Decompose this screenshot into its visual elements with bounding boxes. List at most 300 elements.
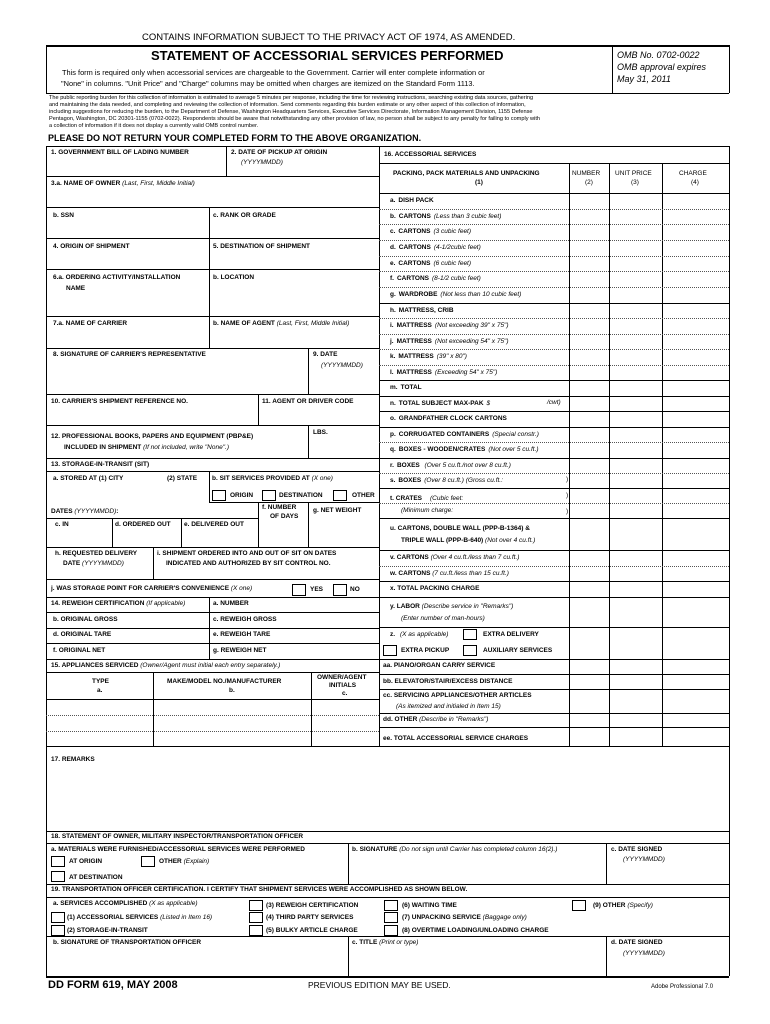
item-label: TOTAL	[400, 384, 422, 391]
accessorial-item-8	[390, 323, 509, 330]
charge-field[interactable]	[664, 336, 727, 348]
other-service-option: (9) OTHER (Specify)	[593, 902, 653, 909]
item-label: DISH PACK	[398, 197, 434, 204]
number-field[interactable]	[571, 320, 607, 332]
extra-delivery-label: EXTRA DELIVERY	[483, 631, 539, 638]
item-label: MATTRESS	[396, 322, 432, 329]
item-row-line	[379, 458, 729, 459]
other-service-field[interactable]	[590, 912, 725, 934]
convenience-yes-checkbox[interactable]	[292, 584, 306, 596]
stored-state-field[interactable]	[165, 485, 205, 499]
reweigh-number-label: a. NUMBER	[213, 600, 249, 607]
accessorial-item-1	[390, 214, 501, 221]
stored-at-city-label: a. STORED AT (1) CITY	[53, 475, 124, 482]
date-in-field[interactable]	[50, 531, 108, 545]
sit-label: 13. STORAGE-IN-TRANSIT (SIT)	[51, 461, 150, 468]
cartons-w: w. CARTONS (7 cu.ft./less than 15 cu.ft.)	[390, 570, 509, 577]
number-field[interactable]	[571, 475, 607, 487]
number-field[interactable]	[571, 444, 607, 456]
item-row-line	[379, 334, 729, 335]
charge-field[interactable]	[664, 195, 727, 207]
number-field[interactable]	[571, 242, 607, 254]
charge-field[interactable]	[664, 242, 727, 254]
bulky-article-option: (5) BULKY ARTICLE CHARGE	[266, 927, 358, 934]
charge-field[interactable]	[664, 320, 727, 332]
reweigh-cert-checkbox[interactable]	[249, 900, 263, 911]
return-warning: PLEASE DO NOT RETURN YOUR COMPLETED FORM TO THE ABOVE ORGANIZATION.	[48, 133, 422, 143]
unit-price-field[interactable]	[611, 195, 660, 207]
accessorial-item-2	[390, 229, 471, 236]
reweigh-gross-label: c. REWEIGH GROSS	[213, 616, 277, 623]
crates-cubic-close: )	[566, 492, 569, 499]
item-note: (8-1/2 cubic feet)	[432, 275, 481, 282]
item-label: CARTONS	[398, 260, 431, 267]
owner-date-signed-label: c. DATE SIGNED	[611, 846, 663, 853]
labor-label: y. LABOR (Describe service in "Remarks")	[390, 603, 514, 610]
destination-field[interactable]	[212, 253, 376, 267]
item-row-line	[379, 380, 729, 381]
item-label: CORRUGATED CONTAINERS	[398, 431, 490, 438]
accessorial-item-9	[390, 339, 509, 346]
unpacking-service-option: (7) UNPACKING SERVICE (Baggage only)	[402, 914, 527, 921]
other-location-label: OTHER (Explain)	[159, 858, 210, 865]
accessorial-item-18	[390, 478, 503, 485]
item-row-line	[379, 240, 729, 241]
ordering-activity-label: 6.a. ORDERING ACTIVITY/INSTALLATION	[53, 274, 181, 281]
crates-minimum: (Minimum charge:	[401, 507, 454, 514]
overtime-loading-checkbox[interactable]	[384, 925, 398, 936]
number-field[interactable]	[571, 226, 607, 238]
sit-control-no-field[interactable]	[158, 569, 376, 578]
unit-price-field[interactable]	[611, 475, 660, 487]
location-field[interactable]	[212, 285, 376, 314]
appliance-type-label: TYPE	[92, 678, 109, 685]
sit-authorized-label-2: INDICATED AND AUTHORIZED BY SIT CONTROL NO.	[166, 560, 331, 567]
date-in-label: c. IN	[55, 521, 69, 528]
accessorial-item-7	[390, 308, 457, 315]
pickup-date-label: 2. DATE OF PICKUP AT ORIGIN	[231, 149, 328, 156]
stored-city-field[interactable]	[50, 485, 160, 499]
burden-line-4: Pentagon, Washington, DC 20301-1155 (0702-0022). Respondents should be aware that notwithstanding any other provision of law, no person shall be subject to any penalty for failing to comply with	[49, 116, 540, 122]
charge-field[interactable]	[664, 258, 727, 270]
unit-price-field[interactable]	[611, 444, 660, 456]
labor-man-hours: (Enter number of man-hours)	[401, 615, 485, 622]
item-row-line	[379, 411, 729, 412]
number-field[interactable]	[571, 382, 607, 394]
item-code: n.	[390, 400, 396, 407]
accessorial-item-5	[390, 276, 481, 283]
unit-price-field[interactable]	[611, 413, 660, 425]
auxiliary-services-label: AUXILIARY SERVICES	[483, 647, 553, 654]
unit-price-field[interactable]	[611, 382, 660, 394]
total-packing-charge: x. TOTAL PACKING CHARGE	[390, 585, 480, 592]
item-row-line	[379, 193, 729, 194]
owner-signature-field[interactable]	[352, 857, 602, 882]
requested-delivery-field[interactable]	[50, 569, 150, 578]
carrier-convenience-label: j. WAS STORAGE POINT FOR CARRIER'S CONVENIENCE (X one)	[51, 585, 253, 592]
unit-price-field[interactable]	[611, 289, 660, 301]
number-field[interactable]	[571, 460, 607, 472]
item-note: (Not exceeding 54" x 75")	[434, 338, 509, 345]
pickup-date-field[interactable]	[230, 168, 375, 176]
number-field[interactable]	[571, 195, 607, 207]
item-note: (3 cubic feet)	[433, 228, 472, 235]
charge-field[interactable]	[664, 211, 727, 223]
item-label: MATTRESS	[396, 338, 432, 345]
omb-approval: OMB approval expires	[617, 62, 707, 72]
item-row-line	[379, 209, 729, 210]
item-code: a.	[390, 197, 396, 204]
convenience-no-checkbox[interactable]	[333, 584, 347, 596]
sit-authorized-label: i. SHIPMENT ORDERED INTO AND OUT OF SIT ON DATES	[157, 550, 337, 557]
accessorial-item-12	[390, 385, 425, 392]
item-code: b.	[390, 213, 396, 220]
agent-name-label: b. NAME OF AGENT (Last, First, Middle Initial)	[213, 320, 350, 327]
other-location-checkbox[interactable]	[141, 856, 155, 867]
appliance-make-label: MAKE/MODEL NO./MANUFACTURER	[167, 678, 282, 685]
officer-title-field[interactable]	[352, 950, 602, 974]
z-label: z.	[390, 631, 396, 638]
item-label: CARTONS	[396, 275, 430, 282]
unit-price-field[interactable]	[611, 211, 660, 223]
item-note: (Not less than 10 cubic feet)	[440, 291, 522, 298]
original-gross-label: b. ORIGINAL GROSS	[53, 616, 118, 623]
item-note: $	[486, 400, 491, 407]
gbl-number-label: 1. GOVERNMENT BILL OF LADING NUMBER	[51, 149, 189, 156]
triple-wall-cartons: TRIPLE WALL (PPP-B-640) (Not over 4 cu.ft.)	[401, 537, 536, 544]
item-note: (Less than 3 cubic feet)	[433, 213, 502, 220]
accessorial-services-label: 16. ACCESSORIAL SERVICES	[384, 151, 477, 158]
carrier-name-label: 7.a. NAME OF CARRIER	[53, 320, 128, 327]
number-field[interactable]	[571, 413, 607, 425]
accessorial-services-checkbox[interactable]	[51, 912, 65, 923]
shipment-ref-label: 10. CARRIER'S SHIPMENT REFERENCE NO.	[51, 398, 188, 405]
form-title: STATEMENT OF ACCESSORIAL SERVICES PERFORMED	[151, 48, 504, 63]
accessorial-item-11	[390, 370, 497, 377]
auxiliary-services-checkbox[interactable]	[463, 645, 477, 656]
extra-pickup-checkbox[interactable]	[383, 645, 397, 656]
delivered-out-label: e. DELIVERED OUT	[184, 521, 244, 528]
transportation-officer-cert: 19. TRANSPORTATION OFFICER CERTIFICATION. I CERTIFY THAT SHIPMENT SERVICES WERE ACCOMPLISHED AS SHOWN BELOW.	[51, 886, 468, 893]
statement-owner-label: 18. STATEMENT OF OWNER, MILITARY INSPECTOR/TRANSPORTATION OFFICER	[51, 833, 304, 840]
shipment-ref-field[interactable]	[50, 409, 254, 423]
item-code: s.	[390, 477, 396, 484]
crates-label: t. CRATES	[390, 495, 423, 502]
appliances-label: 15. APPLIANCES SERVICED (Owner/Agent must initial each entry separately.)	[51, 662, 281, 669]
officer-date-signed-format: (YYYYMMDD)	[623, 950, 665, 957]
item-label: WARDROBE	[398, 291, 438, 298]
item-code: f.	[390, 275, 394, 282]
charge-field[interactable]	[664, 273, 727, 285]
requested-delivery-label-2: DATE (YYYYMMDD)	[63, 560, 124, 567]
original-net-label: f. ORIGINAL NET	[53, 647, 106, 654]
unit-price-field[interactable]	[611, 351, 660, 363]
charge-field[interactable]	[664, 460, 727, 472]
item-code: r.	[390, 462, 394, 469]
waiting-time-checkbox[interactable]	[384, 900, 398, 911]
unit-price-header: UNIT PRICE	[615, 170, 652, 177]
item-label: MATTRESS	[398, 353, 434, 360]
privacy-notice: CONTAINS INFORMATION SUBJECT TO THE PRIVACY ACT OF 1974, AS AMENDED.	[142, 32, 516, 43]
item-label: TOTAL SUBJECT MAX-PAK	[398, 400, 484, 407]
item-row-line	[379, 427, 729, 428]
owner-signature-label: b. SIGNATURE (Do not sign until Carrier has completed column 16(2).)	[352, 846, 558, 853]
number-field[interactable]	[571, 367, 607, 379]
unit-price-field[interactable]	[611, 226, 660, 238]
appliance-initials-col: c.	[342, 690, 348, 697]
storage-in-transit-checkbox[interactable]	[51, 925, 65, 936]
accessorial-item-13	[390, 401, 490, 408]
unit-price-field[interactable]	[611, 305, 660, 317]
number-of-days-label: f. NUMBER	[262, 504, 297, 511]
item-note: (4-1/2cubic feet)	[433, 244, 481, 251]
piano-organ: aa. PIANO/ORGAN CARRY SERVICE	[383, 662, 496, 669]
item-note: (6 cubic feet)	[433, 260, 472, 267]
rank-grade-field[interactable]	[212, 222, 376, 236]
origin-label: 4. ORIGIN OF SHIPMENT	[53, 243, 130, 250]
stored-at-state-label: (2) STATE	[167, 475, 198, 482]
other-service-checkbox[interactable]	[572, 900, 586, 911]
item-note: (Not exceeding 39" x 75")	[434, 322, 509, 329]
date-field[interactable]	[311, 374, 376, 392]
item-label: BOXES	[398, 477, 422, 484]
charge-field[interactable]	[664, 289, 727, 301]
reweigh-net-label: g. REWEIGH NET	[213, 647, 267, 654]
item-row-line	[379, 224, 729, 225]
driver-code-field[interactable]	[261, 409, 376, 423]
gbl-number-field[interactable]	[50, 160, 222, 174]
unit-price-field[interactable]	[611, 273, 660, 285]
sit-origin-label: ORIGIN	[230, 492, 254, 499]
ordering-activity-field[interactable]	[50, 296, 205, 314]
item-row-line	[379, 473, 729, 474]
extra-pickup-label: EXTRA PICKUP	[401, 647, 450, 654]
accessorial-item-14	[390, 416, 510, 423]
item-code: o.	[390, 415, 396, 422]
requested-delivery-label: h. REQUESTED DELIVERY	[55, 550, 138, 557]
unit-price-field[interactable]	[611, 367, 660, 379]
number-field[interactable]	[571, 258, 607, 270]
item-row-line	[379, 365, 729, 366]
item-label: MATTRESS	[396, 369, 432, 376]
owner-name-label: 3.a. NAME OF OWNER (Last, First, Middle Initial)	[51, 180, 195, 187]
charge-field[interactable]	[664, 367, 727, 379]
item-row-line	[379, 303, 729, 304]
number-field[interactable]	[571, 305, 607, 317]
unit-price-field[interactable]	[611, 336, 660, 348]
max-pak-cwt: /cwt)	[547, 399, 561, 406]
pbpe-weight-field[interactable]	[311, 440, 376, 456]
pbpe-label-2: INCLUDED IN SHIPMENT (If not included, write "None".)	[64, 444, 229, 451]
materials-furnished-label: a. MATERIALS WERE FURNISHED/ACCESSORIAL SERVICES WERE PERFORMED	[51, 846, 305, 853]
servicing-appliances-note: (As itemized and initialed in Item 15)	[396, 703, 501, 710]
number-field[interactable]	[571, 336, 607, 348]
owner-date-signed-field[interactable]	[610, 867, 725, 882]
number-header: NUMBER	[572, 170, 601, 177]
accessorial-services-option: (1) ACCESSORIAL SERVICES (Listed in Item 16)	[67, 914, 213, 921]
rank-grade-label: c. RANK OR GRADE	[213, 212, 276, 219]
original-tare-label: d. ORIGINAL TARE	[53, 631, 112, 638]
accessorial-item-17	[390, 463, 511, 470]
officer-date-signed-label: d. DATE SIGNED	[611, 939, 663, 946]
accessorial-item-16	[390, 447, 539, 454]
adobe-version: Adobe Professional 7.0	[651, 984, 714, 990]
unit-price-field[interactable]	[611, 460, 660, 472]
omb-expiry-date: May 31, 2011	[617, 74, 671, 84]
item-code: e.	[390, 260, 396, 267]
item-label: MATTRESS, CRIB	[398, 307, 454, 314]
number-field[interactable]	[571, 429, 607, 441]
packing-header: PACKING, PACK MATERIALS AND UNPACKING	[393, 170, 540, 177]
item-code: k.	[390, 353, 396, 360]
charge-field[interactable]	[664, 351, 727, 363]
number-field[interactable]	[571, 289, 607, 301]
item-code: g.	[390, 291, 396, 298]
accessorial-item-3	[390, 245, 481, 252]
omb-number: OMB No. 0702-0022	[617, 50, 700, 60]
remarks-field[interactable]	[50, 768, 725, 828]
bulky-article-checkbox[interactable]	[249, 925, 263, 936]
location-label: b. LOCATION	[213, 274, 255, 281]
sit-origin-checkbox[interactable]	[212, 490, 226, 501]
at-origin-checkbox[interactable]	[51, 856, 65, 867]
sit-destination-checkbox[interactable]	[262, 490, 276, 501]
officer-signature-field[interactable]	[50, 950, 344, 974]
origin-field[interactable]	[50, 253, 205, 267]
officer-date-signed-field[interactable]	[610, 960, 725, 974]
third-party-checkbox[interactable]	[249, 912, 263, 923]
item-label: GRANDFATHER CLOCK CARTONS	[398, 415, 507, 422]
number-of-days-label-2: OF DAYS	[270, 513, 299, 520]
carrier-name-field[interactable]	[50, 331, 205, 346]
item-note: (39" x 80")	[436, 353, 467, 360]
unit-price-header-num: (3)	[631, 179, 639, 186]
charge-field[interactable]	[664, 413, 727, 425]
item-code: d.	[390, 244, 396, 251]
charge-field[interactable]	[664, 444, 727, 456]
item-code: l.	[390, 369, 394, 376]
reweigh-tare-label: e. REWEIGH TARE	[213, 631, 271, 638]
number-field[interactable]	[571, 211, 607, 223]
services-accomplished-label: a. SERVICES ACCOMPLISHED (X as applicable)	[53, 900, 198, 907]
charge-field[interactable]	[664, 382, 727, 394]
gross-cuft-close: )	[566, 476, 569, 483]
convenience-no-label: NO	[350, 586, 360, 593]
pickup-date-format: (YYYYMMDD)	[241, 159, 283, 166]
accessorial-item-4	[390, 261, 471, 268]
number-header-num: (2)	[585, 179, 593, 186]
item-note: (Over 8 cu.ft.) (Gross cu.ft.:	[424, 477, 503, 484]
item-note: (Exceeding 54" x 75")	[434, 369, 498, 376]
reweigh-cert-option: (3) REWEIGH CERTIFICATION	[266, 902, 359, 909]
charge-field[interactable]	[664, 429, 727, 441]
charge-field[interactable]	[664, 475, 727, 487]
z-applicable: (X as applicable)	[400, 631, 449, 638]
item-label: BOXES	[396, 462, 420, 469]
accessorial-item-10	[390, 354, 467, 361]
number-field[interactable]	[571, 398, 607, 410]
ssn-label: b. SSN	[53, 212, 74, 219]
total-accessorial-charges: ee. TOTAL ACCESSORIAL SERVICE CHARGES	[383, 735, 529, 742]
ordered-out-field[interactable]	[115, 531, 177, 545]
charge-field[interactable]	[664, 305, 727, 317]
form-number: DD FORM 619, MAY 2008	[48, 979, 178, 991]
item-label: CARTONS	[398, 213, 431, 220]
officer-signature-label: b. SIGNATURE OF TRANSPORTATION OFFICER	[53, 939, 202, 946]
appliance-initials-label: OWNER/AGENT	[317, 674, 367, 681]
servicing-appliances: cc. SERVICING APPLIANCES/OTHER ARTICLES	[383, 692, 532, 699]
ordering-activity-label-2: NAME	[66, 285, 86, 292]
sit-other-checkbox[interactable]	[333, 490, 347, 501]
sit-other-label: OTHER	[352, 492, 375, 499]
extra-delivery-checkbox[interactable]	[463, 629, 477, 640]
other-services: dd. OTHER (Describe in "Remarks")	[383, 716, 489, 723]
owner-date-signed-format: (YYYYMMDD)	[623, 856, 665, 863]
lbs-label: LBS.	[313, 429, 328, 436]
item-row-line	[379, 271, 729, 272]
accessorial-item-0	[390, 198, 437, 205]
date-label: 9. DATE	[313, 351, 338, 358]
appliance-type-col: a.	[97, 687, 103, 694]
at-destination-checkbox[interactable]	[51, 871, 65, 882]
convenience-yes-label: YES	[310, 586, 324, 593]
unit-price-field[interactable]	[611, 398, 660, 410]
unpacking-service-checkbox[interactable]	[384, 912, 398, 923]
delivered-out-field[interactable]	[184, 531, 254, 545]
unit-price-field[interactable]	[611, 242, 660, 254]
at-destination-label: AT DESTINATION	[69, 874, 123, 881]
number-field[interactable]	[571, 351, 607, 363]
item-label: CARTONS	[398, 244, 431, 251]
item-code: i.	[390, 322, 394, 329]
carrier-signature-field[interactable]	[50, 362, 304, 392]
sit-destination-label: DESTINATION	[279, 492, 323, 499]
charge-field[interactable]	[664, 226, 727, 238]
item-note: (Special constr.)	[492, 431, 539, 438]
item-row-line	[379, 349, 729, 350]
driver-code-label: 11. AGENT OR DRIVER CODE	[262, 398, 354, 405]
remarks-label: 17. REMARKS	[51, 756, 95, 763]
number-of-days-field[interactable]	[261, 524, 305, 545]
item-label: BOXES - WOODEN/CRATES	[398, 446, 486, 453]
net-weight-field[interactable]	[311, 520, 376, 545]
cartons-v: v. CARTONS (Over 4 cu.ft./less than 7 cu.ft.)	[390, 554, 520, 561]
charge-field[interactable]	[664, 398, 727, 410]
owner-name-field[interactable]	[50, 190, 375, 206]
item-row-line	[379, 318, 729, 319]
item-row-line	[379, 256, 729, 257]
destination-label: 5. DESTINATION OF SHIPMENT	[213, 243, 311, 250]
item-row-line	[379, 442, 729, 443]
waiting-time-option: (6) WAITING TIME	[402, 902, 457, 909]
appliance-make-col: b.	[229, 687, 235, 694]
item-note: (Not over 5 cu.ft.)	[488, 446, 539, 453]
appliance-initials-label-2: INITIALS	[329, 682, 357, 689]
number-field[interactable]	[571, 273, 607, 285]
overtime-loading-option: (8) OVERTIME LOADING/UNLOADING CHARGE	[402, 927, 549, 934]
unit-price-field[interactable]	[611, 320, 660, 332]
burden-line-2: and maintaining the data needed, and completing and reviewing the collection of information. Send comments regarding this burden estimate or any other aspect of this collection of information,	[49, 102, 526, 108]
item-code: j.	[390, 338, 394, 345]
agent-name-field[interactable]	[212, 331, 376, 346]
unit-price-field[interactable]	[611, 429, 660, 441]
previous-edition: PREVIOUS EDITION MAY BE USED.	[308, 980, 451, 990]
net-weight-label: g. NET WEIGHT	[313, 507, 362, 514]
item-label: CARTONS	[398, 228, 431, 235]
charge-header-num: (4)	[691, 179, 699, 186]
ssn-field[interactable]	[50, 222, 205, 236]
unit-price-field[interactable]	[611, 258, 660, 270]
